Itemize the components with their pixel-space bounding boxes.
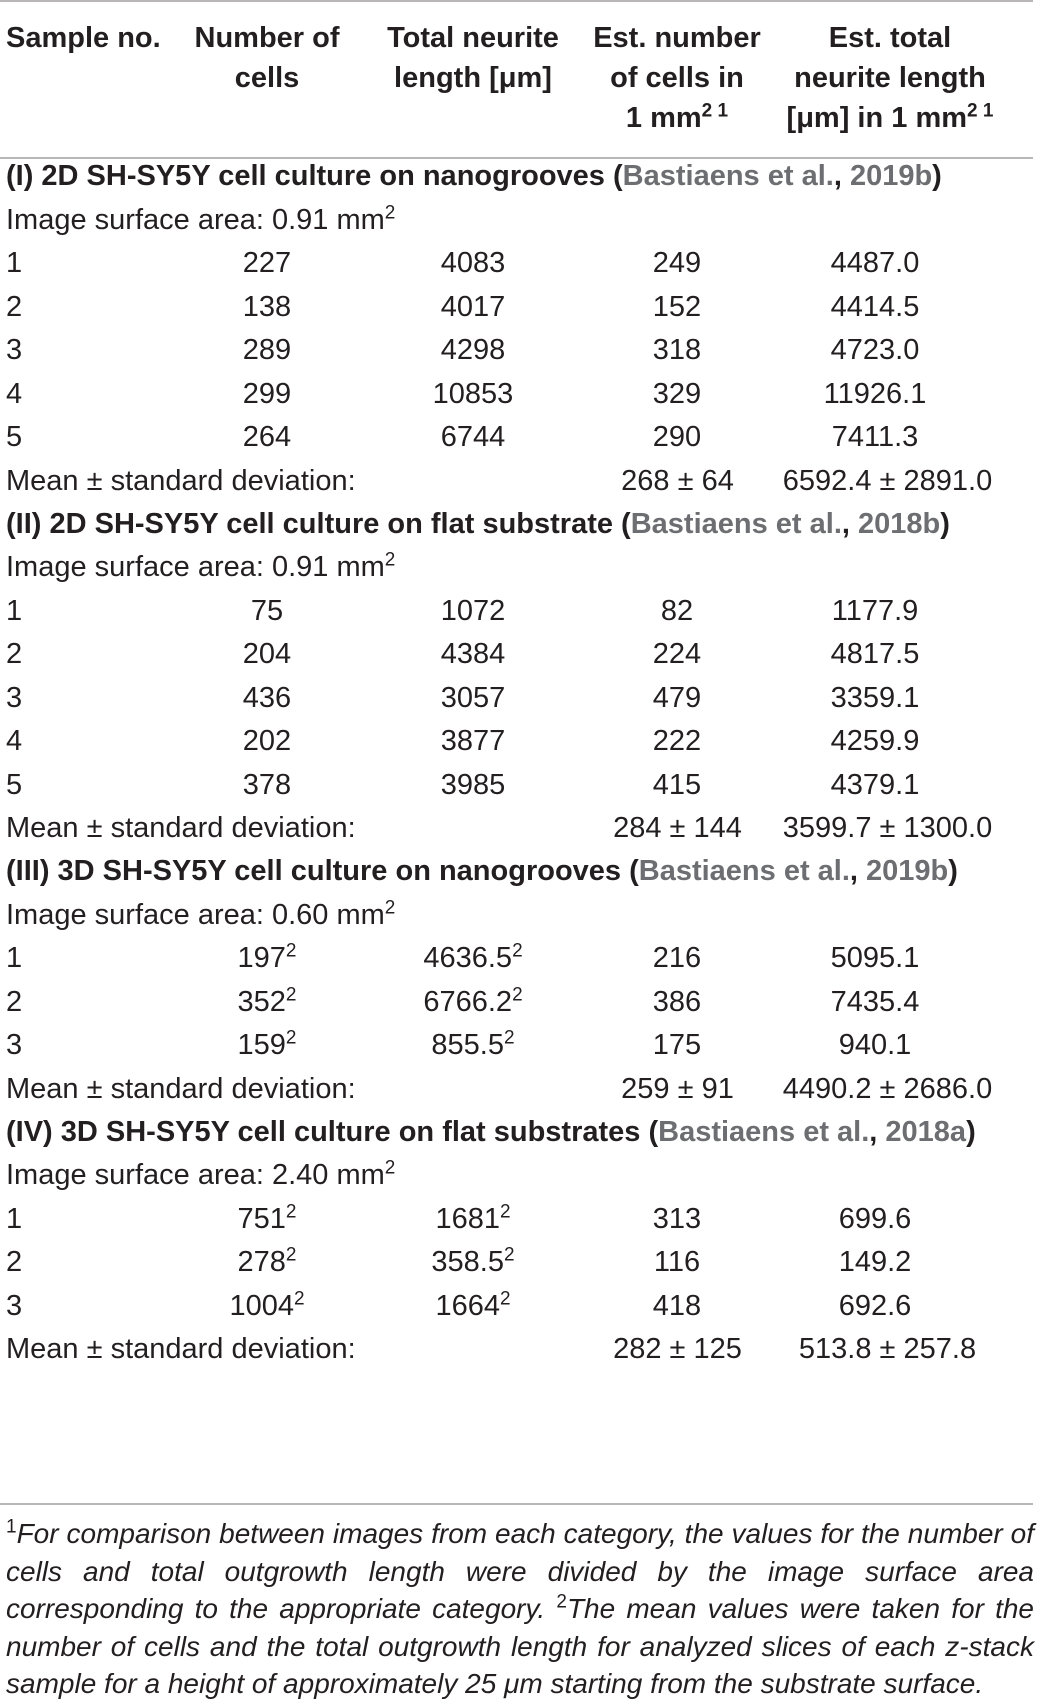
total-neurite-length-cell: [418, 417, 528, 457]
footnote-ref-sup: 2: [504, 1244, 515, 1266]
header-est-total-line2: neurite length: [794, 62, 986, 94]
footnote-marker-1: 1: [6, 1516, 17, 1538]
footnote-ref-sup: 2 1: [967, 100, 994, 122]
number-of-cells-cell-value: 436: [242, 681, 292, 714]
header-total-neurite-length: [373, 18, 573, 98]
total-neurite-length-cell-value: 3877: [440, 725, 506, 757]
image-surface-area: [6, 200, 395, 240]
section-title-text: (I) 2D SH-SY5Y cell culture on nanogrooves (: [6, 160, 623, 192]
sample-no-cell: 1: [6, 942, 23, 974]
est-total-neurite-length-cell: 4723.0: [830, 334, 920, 366]
total-neurite-length-cell-value: 3057: [440, 681, 506, 714]
image-surface-area-label: Image surface area: 2.40 mm: [6, 1159, 385, 1191]
est-number-of-cells-cell: 479: [652, 681, 702, 714]
footnote-ref-sup: 2: [285, 1200, 297, 1222]
footnote-ref-sup: 2: [512, 983, 523, 1005]
number-of-cells-cell-value: 289: [242, 334, 292, 366]
footnote-marker-2: 2: [556, 1591, 567, 1613]
image-surface-area-label: Image surface area: 0.91 mm: [6, 551, 385, 583]
section-title: [6, 504, 950, 544]
total-neurite-length-cell: [418, 1242, 528, 1282]
mean-est-cells: 268 ± 64: [621, 464, 734, 497]
number-of-cells-cell-value: 138: [242, 290, 292, 323]
total-neurite-length-cell: [418, 287, 528, 327]
total-neurite-length-cell-value: 4298: [440, 334, 506, 366]
total-neurite-length-cell: [418, 765, 528, 805]
est-number-of-cells-cell: 386: [652, 985, 702, 1018]
est-total-neurite-length-cell: 1177.9: [831, 594, 919, 627]
mean-est-cells: 284 ± 144: [613, 812, 742, 844]
number-of-cells-cell: [222, 1286, 312, 1326]
mean-label: Mean ± standard deviation:: [6, 1072, 356, 1105]
section-title-close: ): [948, 855, 958, 887]
number-of-cells-cell: [222, 678, 312, 718]
number-of-cells-cell: [222, 982, 312, 1022]
citation-link[interactable]: Bastiaens et al.: [638, 855, 850, 887]
number-of-cells-cell-value: 204: [242, 638, 292, 670]
total-neurite-length-cell-value: 6766.2: [423, 985, 513, 1018]
image-surface-area: [6, 895, 395, 935]
number-of-cells-cell-value: 197: [237, 942, 286, 974]
citation-link[interactable]: Bastiaens et al.: [658, 1115, 870, 1148]
number-of-cells-cell-value: 278: [237, 1246, 286, 1278]
table-footnote: [6, 1515, 1034, 1703]
footnote-ref-sup: 2: [285, 983, 297, 1005]
mean-label: Mean ± standard deviation:: [6, 464, 356, 497]
est-total-neurite-length-cell: 4379.1: [830, 768, 920, 801]
citation-link[interactable]: Bastiaens et al.: [630, 507, 842, 540]
sample-no-cell: 1: [6, 247, 23, 279]
number-of-cells-cell: [222, 1025, 312, 1065]
header-est-number-of-cells: [582, 18, 772, 138]
sample-no-cell: 5: [6, 421, 23, 453]
est-total-neurite-length-cell: 699.6: [838, 1202, 912, 1235]
sample-no-cell: 1: [6, 1202, 23, 1235]
est-total-neurite-length-cell: 3359.1: [830, 681, 920, 714]
total-neurite-length-cell-value: 10853: [432, 377, 514, 410]
est-number-of-cells-cell: 224: [652, 638, 702, 670]
section-title-text: (III) 3D SH-SY5Y cell culture on nanogrooves (: [6, 855, 639, 887]
number-of-cells-cell: [222, 591, 312, 631]
est-total-neurite-length-cell: 5095.1: [830, 942, 920, 974]
mean-est-cells: 282 ± 125: [613, 1333, 742, 1365]
number-of-cells-cell: [222, 1199, 312, 1239]
total-neurite-length-cell-value: 4384: [440, 638, 506, 670]
sample-no-cell: 3: [6, 1029, 23, 1061]
footnote-ref-sup: 2: [285, 940, 297, 962]
image-surface-area-label: Image surface area: 0.60 mm: [6, 898, 385, 931]
number-of-cells-cell: [222, 243, 312, 283]
header-number-of-cells: [177, 18, 357, 98]
est-total-neurite-length-cell: 11926.1: [823, 377, 927, 410]
total-neurite-length-cell-value: 4083: [440, 247, 506, 279]
mean-est-length: 4490.2 ± 2686.0: [782, 1072, 993, 1105]
total-neurite-length-cell: [418, 1025, 528, 1065]
est-number-of-cells-cell: 418: [652, 1289, 702, 1322]
section-title-sep: ,: [833, 160, 850, 192]
total-neurite-length-cell-value: 855.5: [431, 1029, 504, 1061]
unit-exponent-sup: 2: [384, 1157, 396, 1179]
table-footer-rule: [0, 1503, 1033, 1505]
total-neurite-length-cell-value: 3985: [440, 768, 506, 801]
est-number-of-cells-cell: 82: [660, 594, 694, 627]
unit-exponent-sup: 2: [384, 201, 396, 223]
mean-est-cells: 259 ± 91: [621, 1072, 734, 1105]
footnote-ref-sup: 2: [293, 1287, 305, 1309]
mean-label: Mean ± standard deviation:: [6, 1333, 356, 1365]
section-title: [6, 851, 958, 891]
sample-no-cell: 1: [6, 594, 23, 627]
header-number-of-cells-line2: cells: [234, 62, 300, 94]
sample-no-cell: 4: [6, 725, 23, 757]
total-neurite-length-cell: [418, 634, 528, 674]
sample-no-cell: 3: [6, 334, 23, 366]
sample-no-cell: 3: [6, 1289, 23, 1322]
est-total-neurite-length-cell: 7411.3: [831, 421, 919, 453]
est-number-of-cells-cell: 175: [652, 1029, 702, 1061]
image-surface-area-label: Image surface area: 0.91 mm: [6, 203, 385, 236]
number-of-cells-cell-value: 1004: [229, 1289, 294, 1322]
section-title-sep: ,: [849, 855, 867, 887]
est-number-of-cells-cell: 216: [652, 942, 702, 974]
total-neurite-length-cell: [418, 982, 528, 1022]
number-of-cells-cell-value: 378: [242, 768, 292, 801]
est-total-neurite-length-cell: 4487.0: [830, 247, 920, 279]
unit-exponent-sup: 2: [384, 896, 396, 918]
total-neurite-length-cell: [418, 330, 528, 370]
est-total-neurite-length-cell: 940.1: [838, 1029, 912, 1061]
total-neurite-length-cell-value: 4017: [440, 290, 506, 323]
est-total-neurite-length-cell: 149.2: [838, 1246, 912, 1278]
number-of-cells-cell: [222, 765, 312, 805]
footnote-ref-sup: 2: [504, 1027, 515, 1049]
number-of-cells-cell-value: 75: [250, 594, 284, 627]
total-neurite-length-cell: [418, 938, 528, 978]
sample-no-cell: 2: [6, 985, 23, 1018]
header-total-neurite-line2: length [μm]: [394, 62, 552, 94]
mean-est-length: 3599.7 ± 1300.0: [782, 812, 993, 844]
number-of-cells-cell-value: 299: [242, 377, 292, 410]
est-number-of-cells-cell: 116: [653, 1246, 701, 1278]
footnote-ref-sup: 2 1: [701, 100, 729, 122]
header-sample-no-text: Sample no.: [6, 22, 161, 54]
section-title: [6, 156, 942, 196]
sample-no-cell: 4: [6, 377, 23, 410]
est-number-of-cells-cell: 290: [652, 421, 702, 453]
section-title-sep: ,: [869, 1115, 886, 1148]
mean-est-length: 6592.4 ± 2891.0: [782, 464, 993, 497]
image-surface-area: [6, 547, 395, 587]
est-number-of-cells-cell: 222: [652, 725, 702, 757]
image-surface-area: [6, 1155, 395, 1195]
sample-no-cell: 5: [6, 768, 23, 801]
total-neurite-length-cell-value: 4636.5: [423, 942, 513, 974]
sample-no-cell: 2: [6, 638, 23, 670]
total-neurite-length-cell: [418, 1286, 528, 1326]
citation-link[interactable]: Bastiaens et al.: [622, 160, 834, 192]
footnote-text-2: The mean values were taken for the number of cells and the total outgrowth length for analyzed slices of each z-stack sample for a height of approximately 25 μm starting from the substrate surface.: [6, 1593, 1035, 1699]
total-neurite-length-cell-value: 358.5: [431, 1246, 504, 1278]
total-neurite-length-cell: [418, 374, 528, 414]
section-title-sep: ,: [841, 507, 858, 540]
mean-est-length: 513.8 ± 257.8: [798, 1333, 977, 1365]
header-sample-no: [6, 18, 161, 58]
number-of-cells-cell: [222, 417, 312, 457]
section-title-close: ): [940, 507, 950, 540]
number-of-cells-cell: [222, 287, 312, 327]
section-title-text: (II) 2D SH-SY5Y cell culture on flat substrate (: [6, 507, 631, 540]
number-of-cells-cell: [222, 721, 312, 761]
header-est-total-neurite-length: [770, 18, 1010, 138]
number-of-cells-cell-value: 202: [242, 725, 292, 757]
header-est-total-line1: Est. total: [828, 22, 952, 54]
header-number-of-cells-line1: Number of: [194, 22, 340, 54]
section-title-text: (IV) 3D SH-SY5Y cell culture on flat substrates (: [6, 1115, 659, 1148]
footnote-ref-sup: 2: [512, 940, 523, 962]
number-of-cells-cell: [222, 634, 312, 674]
est-total-neurite-length-cell: 7435.4: [830, 985, 920, 1018]
est-total-neurite-length-cell: 4259.9: [830, 725, 920, 757]
section-title-close: ): [966, 1115, 976, 1148]
header-est-number-line3: 1 $mm^{2 1}$: [625, 100, 729, 134]
total-neurite-length-cell-value: 1664: [435, 1289, 500, 1322]
footnote-ref-sup: 2: [285, 1244, 297, 1266]
total-neurite-length-cell: [418, 243, 528, 283]
est-number-of-cells-cell: 329: [652, 377, 702, 410]
table-top-rule: [0, 0, 1033, 2]
header-total-neurite-line1: Total neurite: [387, 22, 559, 54]
citation-year-link[interactable]: 2018b: [858, 507, 941, 540]
number-of-cells-cell-value: 352: [237, 985, 286, 1018]
mean-label: Mean ± standard deviation:: [6, 812, 356, 844]
est-number-of-cells-cell: 152: [652, 290, 702, 323]
est-number-of-cells-cell: 318: [652, 334, 702, 366]
number-of-cells-cell: [222, 330, 312, 370]
total-neurite-length-cell-value: 1072: [440, 594, 506, 627]
sample-no-cell: 2: [6, 1246, 23, 1278]
citation-year-link[interactable]: 2019b: [866, 855, 949, 887]
section-title-close: ): [932, 160, 942, 192]
number-of-cells-cell-value: 227: [242, 247, 292, 279]
footnote-ref-sup: 2: [499, 1287, 511, 1309]
total-neurite-length-cell-value: 1681: [435, 1202, 500, 1235]
number-of-cells-cell: [222, 938, 312, 978]
number-of-cells-cell: [222, 374, 312, 414]
sample-no-cell: 2: [6, 290, 23, 323]
total-neurite-length-cell: [418, 1199, 528, 1239]
unit-exponent-sup: 2: [384, 549, 396, 571]
section-title: [6, 1112, 976, 1152]
total-neurite-length-cell-value: 6744: [440, 421, 506, 453]
est-total-neurite-length-cell: 692.6: [838, 1289, 912, 1322]
est-total-neurite-length-cell: 4817.5: [830, 638, 920, 670]
est-total-neurite-length-cell: 4414.5: [830, 290, 920, 323]
number-of-cells-cell-value: 751: [237, 1202, 286, 1235]
number-of-cells-cell: [222, 1242, 312, 1282]
header-est-number-line1: Est. number: [593, 22, 761, 54]
sample-no-cell: 3: [6, 681, 23, 714]
footnote-ref-sup: 2: [285, 1027, 297, 1049]
est-number-of-cells-cell: 415: [652, 768, 702, 801]
header-est-number-line2: of cells in: [610, 62, 744, 94]
number-of-cells-cell-value: 264: [242, 421, 292, 453]
total-neurite-length-cell: [418, 721, 528, 761]
number-of-cells-cell-value: 159: [237, 1029, 286, 1061]
footnote-text-1: For comparison between images from each category, the values for the number of cells and total outgrowth length were divided by the image surface area corresponding to the appropriate category.: [6, 1518, 1034, 1624]
est-number-of-cells-cell: 313: [652, 1202, 702, 1235]
total-neurite-length-cell: [418, 678, 528, 718]
citation-year-link[interactable]: 2019b: [849, 160, 933, 192]
header-est-total-line3: [μm] in 1 $mm^{2 1}$: [786, 100, 994, 134]
est-number-of-cells-cell: 249: [652, 247, 702, 279]
total-neurite-length-cell: [418, 591, 528, 631]
citation-year-link[interactable]: 2018a: [885, 1115, 967, 1148]
footnote-ref-sup: 2: [499, 1200, 511, 1222]
